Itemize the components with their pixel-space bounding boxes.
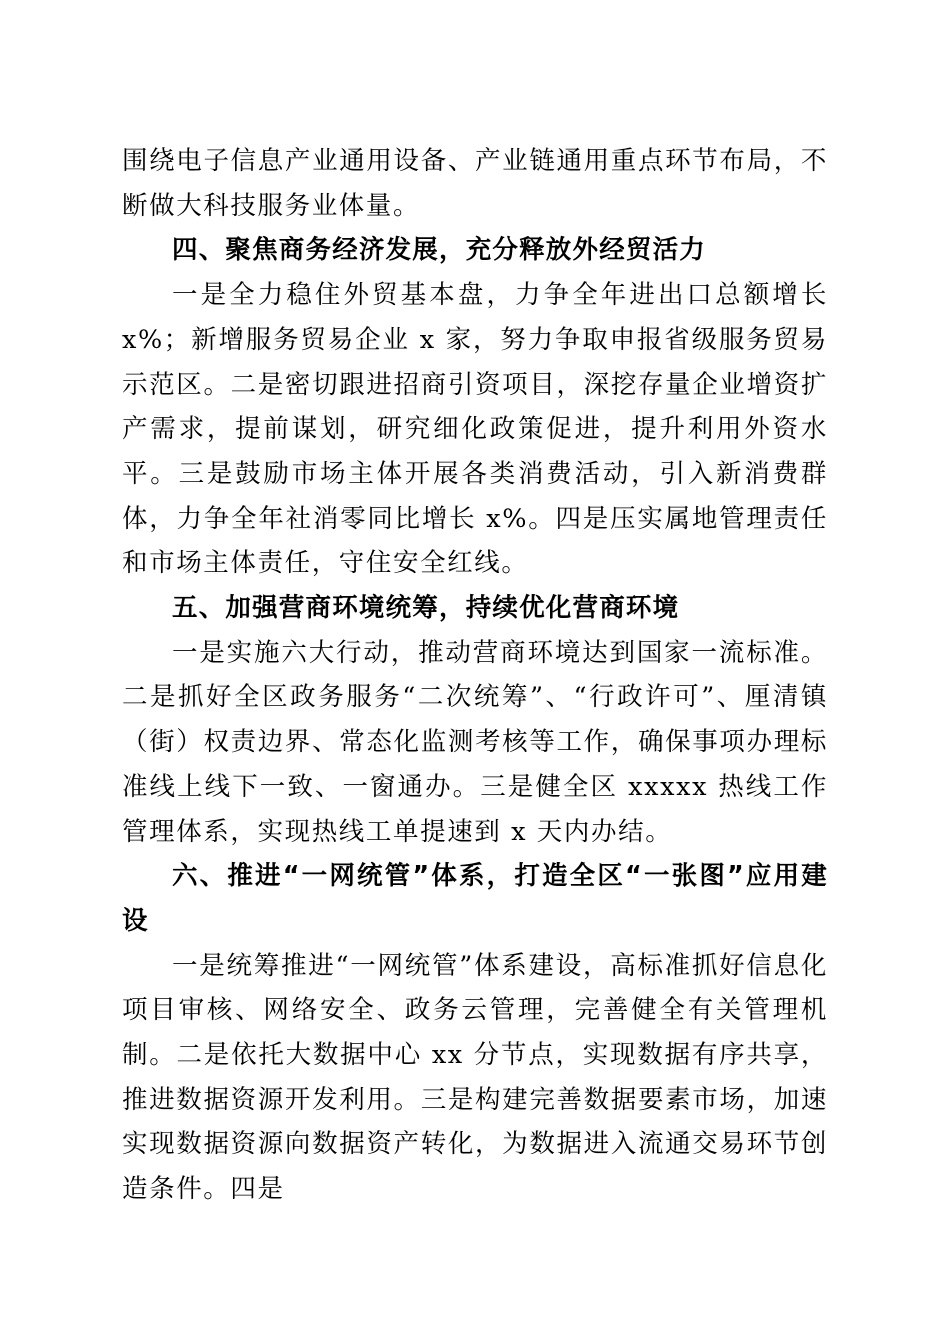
- paragraph-unified-management-measures: 一是统筹推进“一网统管”体系建设，高标准抓好信息化项目审核、网络安全、政务云管理，完善健全有关管理机制。二是依托大数据中心 xx 分节点，实现数据有序共享，推进数据资源开发利用。三是构建完善数据要素市场，加速实现数据资源向数据资产转化，为数据进入流通交易环节创造条件。四是: [122, 950, 828, 1205]
- section-heading-unified-management: 六、推进“一网统管”体系，打造全区“一张图”应用建设: [122, 861, 828, 936]
- paragraph-continued-tech-services: 围绕电子信息产业通用设备、产业链通用重点环节布局，不断做大科技服务业体量。: [122, 146, 828, 221]
- paragraph-business-environment-measures: 一是实施六大行动，推动营商环境达到国家一流标准。二是抓好全区政务服务“二次统筹”、“行政许可”、厘清镇（街）权责边界、常态化监测考核等工作，确保事项办理标准线上线下一致、一窗通办。三是健全区 xxxxx 热线工作管理体系，实现热线工单提速到 x 天内办结。: [122, 637, 828, 847]
- section-heading-commerce: 四、聚焦商务经济发展，充分释放外经贸活力: [172, 235, 707, 266]
- document-body: [122, 139, 828, 1212]
- section-heading-business-environment: 五、加强营商环境统筹，持续优化营商环境: [172, 593, 680, 624]
- paragraph-commerce-measures: 一是全力稳住外贸基本盘，力争全年进出口总额增长 x%；新增服务贸易企业 x 家，努力争取申报省级服务贸易示范区。二是密切跟进招商引资项目，深挖存量企业增资扩产需求，提前谋划，研究细化政策促进，提升利用外资水平。三是鼓励市场主体开展各类消费活动，引入新消费群体，力争全年社消零同比增长 x%。四是压实属地管理责任和市场主体责任，守住安全红线。: [122, 280, 828, 579]
